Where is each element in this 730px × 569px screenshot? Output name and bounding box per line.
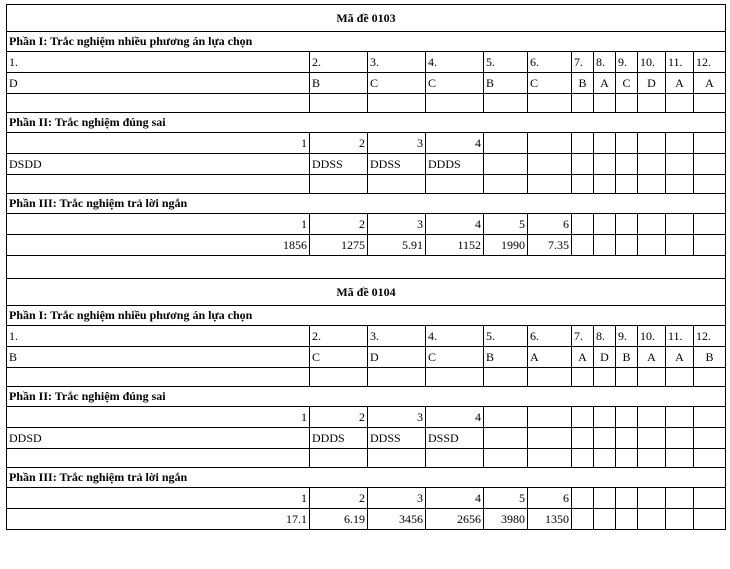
blank-row	[7, 94, 726, 113]
empty-cell	[572, 488, 594, 509]
answer-cell: A	[638, 347, 666, 368]
question-number: 1.	[7, 326, 310, 347]
empty-cell	[638, 407, 666, 428]
part1-number-row	[7, 326, 726, 347]
answer-cell: DDDS	[310, 428, 368, 449]
question-number: 11.	[666, 326, 694, 347]
empty-cell	[638, 214, 666, 235]
answer-key-table	[6, 4, 726, 530]
answer-cell: D	[368, 347, 426, 368]
answer-cell: A	[666, 73, 694, 94]
empty-cell	[426, 449, 484, 468]
answer-cell: B	[694, 347, 726, 368]
question-number: 5.	[484, 52, 528, 73]
empty-cell	[594, 214, 616, 235]
question-number: 5	[484, 214, 528, 235]
empty-cell	[528, 154, 572, 175]
block-title-row	[7, 279, 726, 306]
answer-cell: 17.1	[7, 509, 310, 530]
question-number: 2	[310, 133, 368, 154]
question-number: 4	[426, 214, 484, 235]
empty-cell	[666, 449, 694, 468]
empty-cell	[666, 235, 694, 256]
question-number: 6.	[528, 52, 572, 73]
answer-cell: A	[666, 347, 694, 368]
part2-answer-row	[7, 428, 726, 449]
question-number: 2.	[310, 52, 368, 73]
empty-cell	[616, 133, 638, 154]
empty-cell	[666, 509, 694, 530]
part1-answer-row	[7, 347, 726, 368]
answer-cell: C	[426, 73, 484, 94]
empty-cell	[528, 94, 572, 113]
question-number: 7.	[572, 52, 594, 73]
empty-cell	[638, 509, 666, 530]
answer-cell: A	[528, 347, 572, 368]
question-number: 3.	[368, 52, 426, 73]
empty-cell	[572, 368, 594, 387]
empty-cell	[572, 407, 594, 428]
empty-cell	[594, 509, 616, 530]
empty-cell	[572, 154, 594, 175]
empty-cell	[616, 175, 638, 194]
question-number: 2	[310, 488, 368, 509]
empty-cell	[572, 214, 594, 235]
empty-cell	[616, 407, 638, 428]
empty-cell	[666, 133, 694, 154]
answer-cell: C	[310, 347, 368, 368]
section-row	[7, 113, 726, 133]
empty-cell	[638, 428, 666, 449]
answer-cell: C	[528, 73, 572, 94]
answer-cell: C	[368, 73, 426, 94]
empty-cell	[528, 449, 572, 468]
empty-cell	[7, 175, 310, 194]
answer-key-page	[6, 4, 725, 530]
answer-cell: B	[572, 73, 594, 94]
empty-cell	[7, 449, 310, 468]
empty-cell	[616, 154, 638, 175]
part3-number-row	[7, 488, 726, 509]
part3-answer-row	[7, 235, 726, 256]
empty-cell	[368, 449, 426, 468]
section-row	[7, 194, 726, 214]
answer-cell: B	[616, 347, 638, 368]
empty-cell	[7, 368, 310, 387]
empty-cell	[666, 488, 694, 509]
part1-answer-row	[7, 73, 726, 94]
empty-cell	[572, 509, 594, 530]
question-number: 4.	[426, 326, 484, 347]
answer-cell: 1856	[7, 235, 310, 256]
question-number: 6.	[528, 326, 572, 347]
empty-cell	[594, 154, 616, 175]
question-number: 8.	[594, 52, 616, 73]
answer-cell: DDSS	[368, 154, 426, 175]
question-number: 2	[310, 407, 368, 428]
empty-cell	[426, 94, 484, 113]
empty-cell	[666, 407, 694, 428]
empty-cell	[694, 214, 726, 235]
empty-cell	[638, 94, 666, 113]
empty-cell	[572, 175, 594, 194]
empty-cell	[594, 407, 616, 428]
empty-cell	[616, 488, 638, 509]
empty-cell	[484, 175, 528, 194]
answer-cell: 1990	[484, 235, 528, 256]
answer-cell: DSDD	[7, 154, 310, 175]
empty-cell	[694, 368, 726, 387]
block-separator	[7, 256, 726, 279]
blank-row	[7, 175, 726, 194]
answer-cell: 1350	[528, 509, 572, 530]
question-number: 2.	[310, 326, 368, 347]
empty-cell	[594, 94, 616, 113]
answer-cell: 5.91	[368, 235, 426, 256]
empty-cell	[594, 368, 616, 387]
empty-cell	[426, 175, 484, 194]
question-number: 6	[528, 214, 572, 235]
question-number: 2	[310, 214, 368, 235]
question-number: 4	[426, 133, 484, 154]
empty-cell	[694, 509, 726, 530]
question-number: 1	[7, 488, 310, 509]
empty-cell	[572, 449, 594, 468]
answer-cell: 6.19	[310, 509, 368, 530]
empty-cell	[694, 428, 726, 449]
empty-cell	[368, 94, 426, 113]
question-number: 10.	[638, 52, 666, 73]
empty-cell	[616, 428, 638, 449]
empty-cell	[616, 449, 638, 468]
question-number: 7.	[572, 326, 594, 347]
answer-cell: C	[426, 347, 484, 368]
empty-cell	[594, 449, 616, 468]
empty-cell	[528, 368, 572, 387]
empty-cell	[616, 94, 638, 113]
answer-cell: 3980	[484, 509, 528, 530]
empty-cell	[616, 368, 638, 387]
part2-heading: Phần II: Trắc nghiệm đúng sai	[7, 113, 726, 133]
empty-cell	[616, 214, 638, 235]
answer-cell: 3456	[368, 509, 426, 530]
question-number: 3	[368, 488, 426, 509]
exam-code-title: Mã đề 0104	[7, 279, 726, 306]
empty-cell	[310, 175, 368, 194]
exam-code-title: Mã đề 0103	[7, 5, 726, 32]
empty-cell	[484, 449, 528, 468]
question-number: 12.	[694, 326, 726, 347]
question-number: 12.	[694, 52, 726, 73]
question-number: 9.	[616, 326, 638, 347]
answer-cell: B	[310, 73, 368, 94]
empty-cell	[666, 368, 694, 387]
empty-cell	[694, 407, 726, 428]
empty-cell	[572, 94, 594, 113]
empty-cell	[310, 368, 368, 387]
empty-cell	[694, 175, 726, 194]
answer-cell: D	[594, 347, 616, 368]
section-row	[7, 306, 726, 326]
empty-cell	[694, 154, 726, 175]
empty-cell	[666, 154, 694, 175]
question-number: 1	[7, 214, 310, 235]
empty-cell	[694, 235, 726, 256]
empty-cell	[594, 488, 616, 509]
empty-cell	[7, 94, 310, 113]
blank-row	[7, 449, 726, 468]
empty-cell	[310, 94, 368, 113]
empty-cell	[528, 428, 572, 449]
answer-cell: B	[7, 347, 310, 368]
answer-cell: DSSD	[426, 428, 484, 449]
question-number: 1	[7, 407, 310, 428]
empty-cell	[310, 449, 368, 468]
empty-cell	[638, 133, 666, 154]
empty-cell	[594, 133, 616, 154]
empty-cell	[638, 488, 666, 509]
question-number: 5.	[484, 326, 528, 347]
empty-cell	[368, 175, 426, 194]
blank-row	[7, 368, 726, 387]
part2-answer-row	[7, 154, 726, 175]
empty-cell	[694, 94, 726, 113]
empty-cell	[638, 154, 666, 175]
empty-cell	[616, 235, 638, 256]
answer-cell: DDDS	[426, 154, 484, 175]
question-number: 4	[426, 407, 484, 428]
empty-cell	[484, 94, 528, 113]
answer-cell: DDSD	[7, 428, 310, 449]
answer-cell: B	[484, 347, 528, 368]
question-number: 3.	[368, 326, 426, 347]
empty-cell	[694, 488, 726, 509]
section-row	[7, 387, 726, 407]
question-number: 6	[528, 488, 572, 509]
question-number: 1	[7, 133, 310, 154]
answer-cell: A	[572, 347, 594, 368]
question-number: 5	[484, 488, 528, 509]
question-number: 3	[368, 214, 426, 235]
empty-cell	[666, 214, 694, 235]
empty-cell	[666, 94, 694, 113]
empty-cell	[368, 368, 426, 387]
answer-cell: DDSS	[310, 154, 368, 175]
empty-cell	[528, 407, 572, 428]
answer-cell: 1152	[426, 235, 484, 256]
empty-cell	[694, 449, 726, 468]
block-title-row	[7, 5, 726, 32]
empty-cell	[638, 175, 666, 194]
part2-number-row	[7, 407, 726, 428]
empty-cell	[572, 235, 594, 256]
empty-cell	[572, 428, 594, 449]
part3-heading: Phần III: Trắc nghiệm trả lời ngắn	[7, 468, 726, 488]
part1-number-row	[7, 52, 726, 73]
part2-number-row	[7, 133, 726, 154]
question-number: 3	[368, 133, 426, 154]
empty-cell	[484, 368, 528, 387]
part1-heading: Phần I: Trắc nghiệm nhiều phương án lựa chọn	[7, 306, 726, 326]
answer-cell: A	[694, 73, 726, 94]
empty-cell	[484, 428, 528, 449]
question-number: 4	[426, 488, 484, 509]
question-number: 3	[368, 407, 426, 428]
part3-heading: Phần III: Trắc nghiệm trả lời ngắn	[7, 194, 726, 214]
part1-heading: Phần I: Trắc nghiệm nhiều phương án lựa chọn	[7, 32, 726, 52]
empty-cell	[666, 175, 694, 194]
empty-cell	[594, 428, 616, 449]
empty-cell	[638, 368, 666, 387]
empty-cell	[426, 368, 484, 387]
answer-cell: B	[484, 73, 528, 94]
answer-cell: 1275	[310, 235, 368, 256]
section-row	[7, 32, 726, 52]
empty-cell	[638, 235, 666, 256]
empty-cell	[616, 509, 638, 530]
answer-cell: 2656	[426, 509, 484, 530]
section-row	[7, 468, 726, 488]
empty-cell	[638, 449, 666, 468]
empty-cell	[594, 175, 616, 194]
answer-cell: C	[616, 73, 638, 94]
answer-cell: A	[594, 73, 616, 94]
part3-answer-row	[7, 509, 726, 530]
empty-cell	[484, 154, 528, 175]
empty-cell	[572, 133, 594, 154]
answer-cell: DDSS	[368, 428, 426, 449]
answer-cell: D	[638, 73, 666, 94]
question-number: 8.	[594, 326, 616, 347]
empty-cell	[694, 133, 726, 154]
question-number: 1.	[7, 52, 310, 73]
question-number: 9.	[616, 52, 638, 73]
answer-cell: D	[7, 73, 310, 94]
empty-cell	[528, 133, 572, 154]
empty-cell	[666, 428, 694, 449]
part2-heading: Phần II: Trắc nghiệm đúng sai	[7, 387, 726, 407]
question-number: 4.	[426, 52, 484, 73]
question-number: 11.	[666, 52, 694, 73]
empty-cell	[528, 175, 572, 194]
question-number: 10.	[638, 326, 666, 347]
empty-cell	[484, 133, 528, 154]
empty-cell	[594, 235, 616, 256]
empty-cell	[484, 407, 528, 428]
answer-cell: 7.35	[528, 235, 572, 256]
block-gap	[7, 256, 726, 279]
part3-number-row	[7, 214, 726, 235]
